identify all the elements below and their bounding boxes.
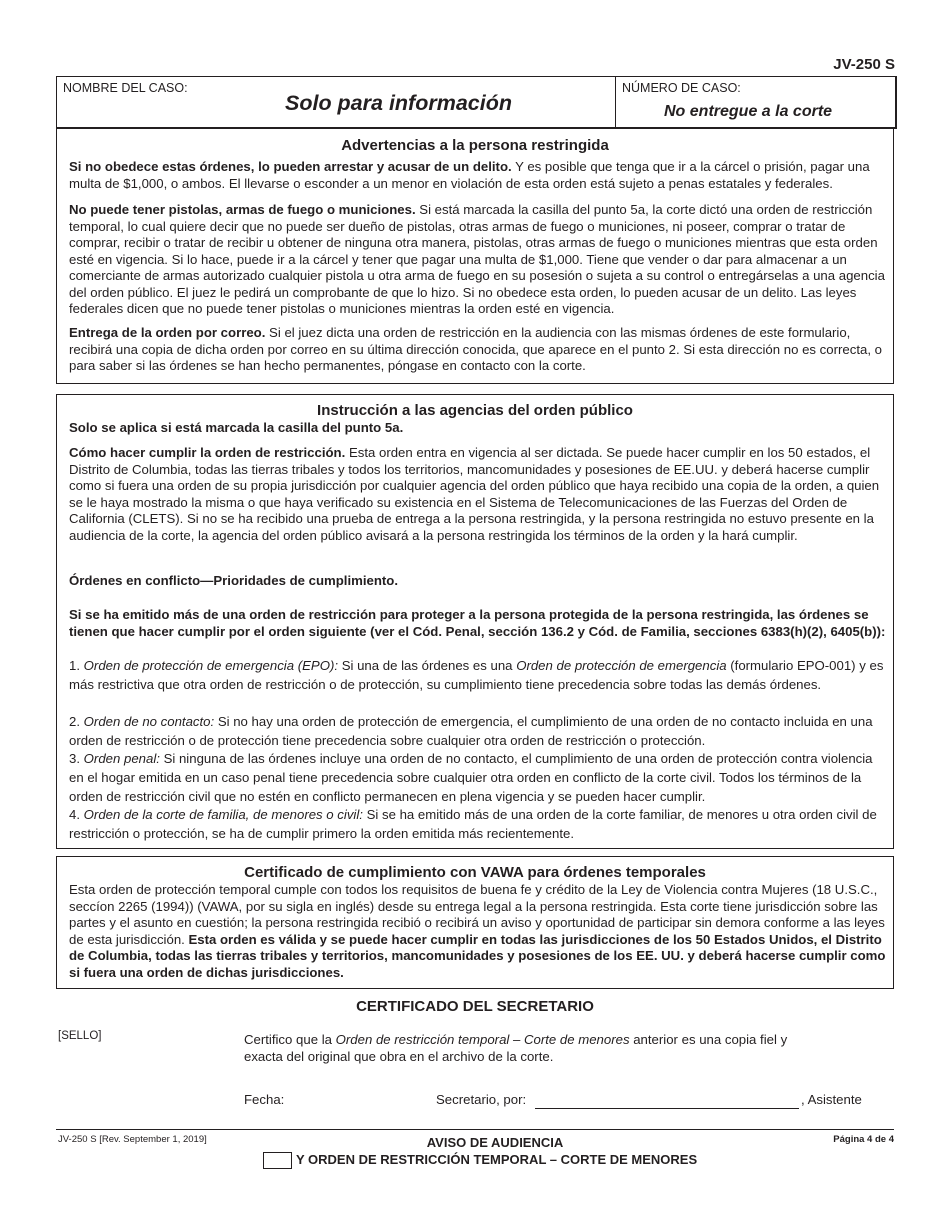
do-not-file-label: No entregue a la corte: [664, 103, 833, 120]
case-header: [56, 76, 897, 129]
clerk-certification-text: Certifico que la Orden de restricción temporal – Corte de menores anterior es una copia fiel y exacta del original que obra en el archivo de la corte.: [244, 1032, 788, 1064]
clerk-signature-line[interactable]: [535, 1108, 799, 1109]
page-number: Página 4 de 4: [833, 1134, 894, 1145]
warnings-mail-paragraph: Entrega de la orden por correo. Si el juez dicta una orden de restricción en la audiencia con las mismas órdenes de este formulario, recibirá una copia de dicha orden por correo en su última dirección conocida, que aparece en el punto 2. Si esta dirección no es correcta, o para saber si las órdenes se han hecho permanentes, póngase en contacto con la corte.: [69, 325, 882, 373]
law-enforcement-box: [56, 394, 894, 849]
case-number-cell: [616, 77, 895, 127]
vawa-paragraph: Esta orden de protección temporal cumple con todos los requisitos de buena fe y crédito de la Ley de Violencia contra Mujeres (18 U.S.C., seccíon 2265 (1994)) (VAWA, por su sigla en inglés) desde su entrega legal a la persona restringida. Esta corte tiene jurisdicción sobre las partes y el asunto en cuestión; la persona restringida recibió o recibirá un aviso y oportunidad de participar sin demora conforme a las leyes de esta jurisdicción. Esta orden es válida y se puede hacer cumplir en todas las jurisdicciones de los 50 Estados Unidos, el Distrito de Columbia, todas las tierras tribales y territorios, mancomunidades y posesiones de los EE. UU. y deberá hacerse cumplir como si fuera una orden de dichas jurisdicciones.: [69, 882, 886, 980]
clerk-label: Secretario, por:: [436, 1092, 527, 1107]
seal-placeholder: [SELLO]: [58, 1030, 102, 1042]
law-enforcement-title: Instrucción a las agencias del orden público: [317, 402, 633, 419]
conflict-item-3: 3. Orden penal: Si ninguna de las órdenes incluye una orden de no contacto, el cumplimiento de una orden de protección contra violencia en el hogar emitida en un caso penal tiene precedencia sobre cualquier otra orden en conflicto de la corte civil. Todos los términos de la orden de restricción civil que no estén en conflicto permanecen en plena vigencia y se pueden hacer cumplir.: [69, 751, 873, 804]
revision-label: JV-250 S [Rev. September 1, 2019]: [58, 1134, 207, 1145]
conflict-title: Órdenes en conflicto—Prioridades de cumplimiento.: [69, 573, 399, 588]
footer-title-line-1: AVISO DE AUDIENCIA: [426, 1135, 564, 1150]
conflict-item-1: 1. Orden de protección de emergencia (EPO): Si una de las órdenes es una Orden de protección de emergencia (formulario EPO-001) y es más restrictiva que otra orden de restricción o de protección, su cumplimiento tiene precedencia sobre todas las demás órdenes.: [69, 658, 884, 692]
case-name-label: NOMBRE DEL CASO:: [63, 81, 188, 95]
warnings-firearms-paragraph: No puede tener pistolas, armas de fuego o municiones. Si está marcada la casilla del punto 5a, la corte dictó una orden de restricción temporal, lo cual quiere decir que no puede ser dueño de pistolas, otras armas de fuego o municiones, ni poseer, comprar o tratar de comprar, recibir o tratar de recibir u obtener de ninguna otra manera, pistolas, otras armas de fuego o municiones mientras que esta orden esté en vigencia. Si lo hace, puede ir a la cárcel y tener que pagar una multa de $1,000. Tiene que vender o dar para almacenar a un comerciante de armas autorizado cualquier pistola u otra arma de fuego en su posesión o sujeta a su control o entregárselas a una agencia del orden público. El juez le pedirá un comprobante de que lo hizo. Si no obedece esta orden, lo pueden acusar de un delito. Las leyes federales dicen que no puede tener pistolas o municiones mientras la orden esté en vigencia.: [69, 202, 885, 316]
deputy-label: , Asistente: [801, 1092, 862, 1107]
footer-title-line-2: Y ORDEN DE RESTRICCIÓN TEMPORAL – CORTE DE MENORES: [296, 1152, 698, 1167]
date-label: Fecha:: [244, 1092, 285, 1107]
warnings-arrest-paragraph: Si no obedece estas órdenes, lo pueden arrestar y acusar de un delito. Y es posible que tenga que ir a la cárcel o prisión, pagar una multa de $1,000, o ambos. El llevarse o esconder a un menor en violación de esta orden está sujeto a penas estatales y federales.: [69, 159, 870, 191]
conflict-item-2: 2. Orden de no contacto: Si no hay una orden de protección de emergencia, el cumplimiento de una orden de no contacto incluida en una orden de restricción o de protección tiene precedencia sobre cualquier otra orden de restricción o protección.: [69, 714, 873, 748]
case-name-cell: [57, 77, 616, 127]
vawa-box: [56, 856, 894, 989]
case-number-label: NÚMERO DE CASO:: [622, 81, 741, 95]
conflict-intro: Si se ha emitido más de una orden de restricción para proteger a la persona protegida de la persona restringida, las órdenes se tienen que hacer cumplir por el orden siguiente (ver el Cód. Penal, sección 136.2 y Cód. de Familia, secciones 6383(h)(2), 6405(b)):: [69, 607, 886, 639]
clerk-certificate-title: CERTIFICADO DEL SECRETARIO: [356, 998, 594, 1015]
vawa-title: Certificado de cumplimiento con VAWA para órdenes temporales: [244, 864, 706, 881]
law-applies-note: Solo se aplica si está marcada la casilla del punto 5a.: [69, 420, 404, 435]
info-only-label: Solo para información: [285, 91, 512, 115]
warnings-title: Advertencias a la persona restringida: [341, 137, 609, 154]
warnings-box: [56, 128, 894, 384]
law-enforce-paragraph: Cómo hacer cumplir la orden de restricción. Esta orden entra en vigencia al ser dictada. Se puede hacer cumplir en los 50 estados, el Distrito de Columbia, todas las tierras tribales y todos los territorios, mancomunidades y posesiones de EE.UU. y deberá hacerse cumplir como si fuera una orden de su propia jurisdicción por cualquier agencia del orden público que haya recibido una copia de la orden, a quien se le haya mostrado la misma o que haya verificado su existencia en el Sistema de Telecomunicaciones de las Fuerzas del Orden de California (CLETS). Si no se ha recibido una prueba de entrega a la persona restringida, y la persona restringida no estuvo presente en la audiencia de la corte, la agencia del orden público avisará a la persona restringida los términos de la orden y la hará cumplir.: [69, 445, 880, 543]
footer-checkbox[interactable]: [263, 1152, 292, 1169]
footer-divider: [56, 1129, 894, 1130]
conflict-item-4: 4. Orden de la corte de familia, de menores o civil: Si se ha emitido más de una orden de la corte familiar, de menores u otra orden civil de restricción o protección, se ha de cumplir primero la orden emitida más recientemente.: [69, 807, 877, 841]
form-id: JV-250 S: [833, 56, 895, 73]
